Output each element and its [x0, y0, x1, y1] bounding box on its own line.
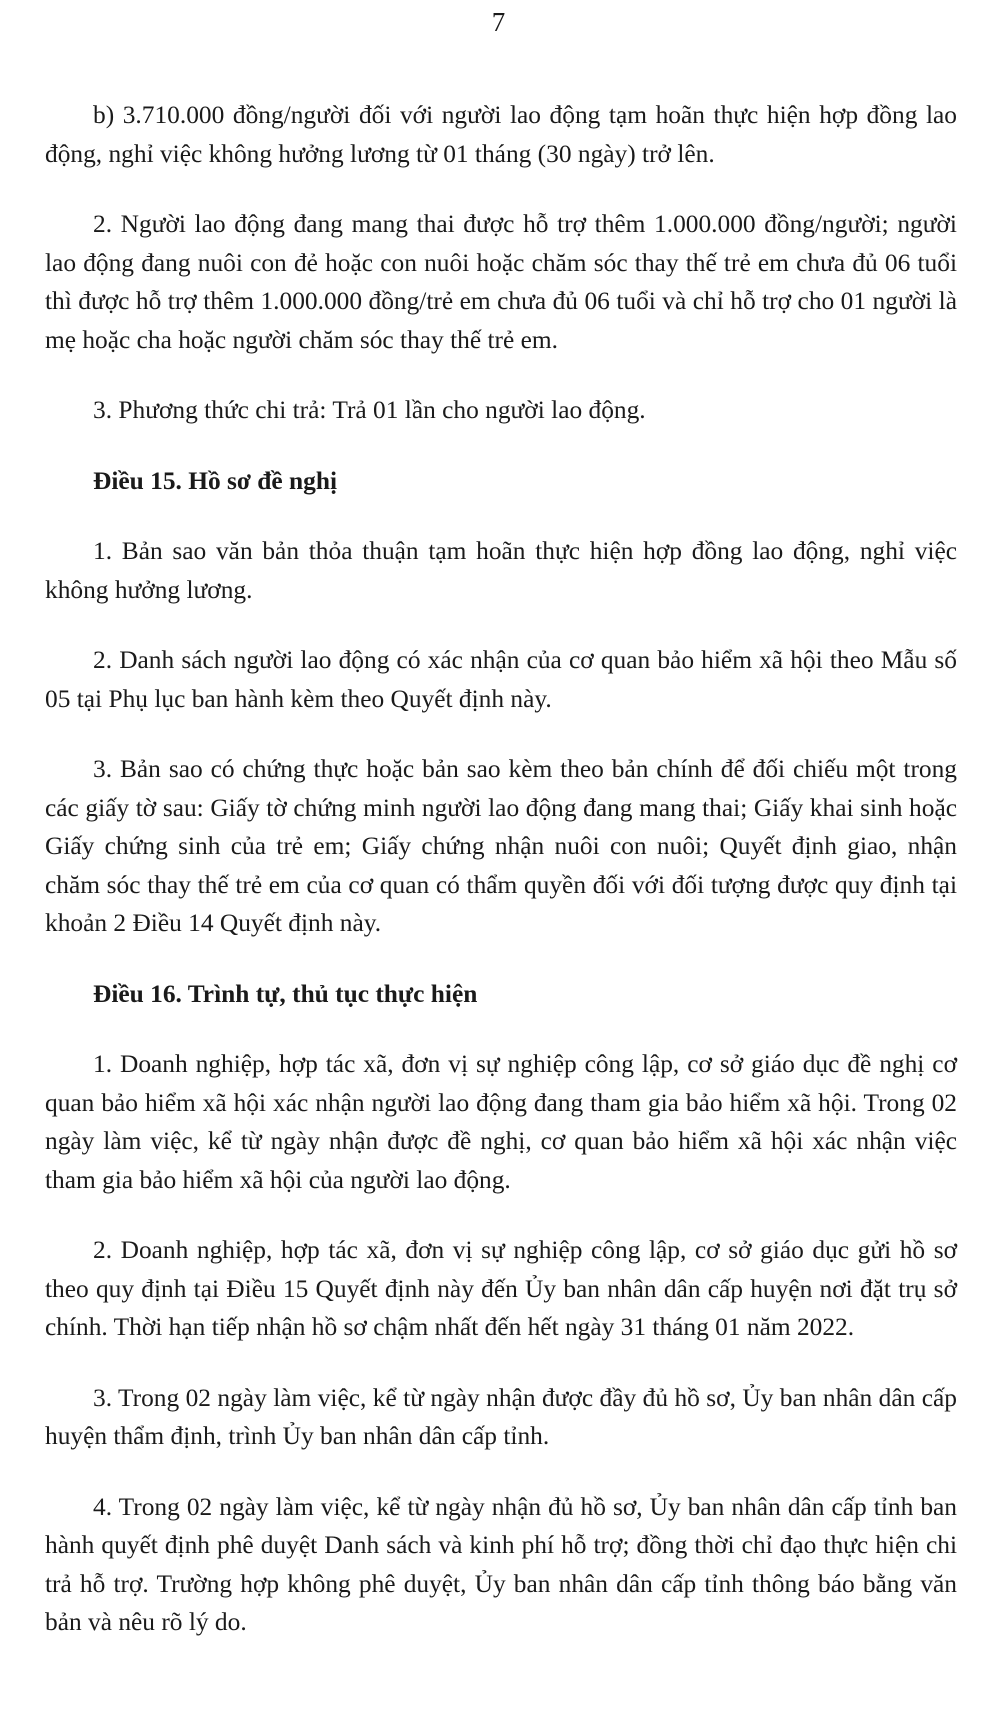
paragraph-14-3: 3. Phương thức chi trả: Trả 01 lần cho người lao động.: [93, 396, 646, 424]
paragraph-15-1: 1. Bản sao văn bản thỏa thuận tạm hoãn thực hiện hợp đồng lao động, nghỉ việc không hưởng lương.: [45, 537, 957, 604]
heading-article-15: Điều 15. Hồ sơ đề nghị: [93, 466, 338, 495]
paragraph-16-3: 3. Trong 02 ngày làm việc, kể từ ngày nhận được đầy đủ hồ sơ, Ủy ban nhân dân cấp huyện thẩm định, trình Ủy ban nhân dân cấp tỉnh.: [45, 1383, 957, 1450]
page-number: 7: [491, 7, 506, 37]
paragraph-15-3: 3. Bản sao có chứng thực hoặc bản sao kèm theo bản chính để đối chiếu một trong các giấy tờ sau: Giấy tờ chứng minh người lao động đang mang thai; Giấy khai sinh hoặc Giấy chứng sinh của trẻ em; Giấy chứng nhận nuôi con nuôi; Quyết định giao, nhận chăm sóc thay thế trẻ em của cơ quan có thẩm quyền đối với đối tượng được quy định tại khoản 2 Điều 14 Quyết định này.: [45, 755, 957, 937]
paragraph-16-1: 1. Doanh nghiệp, hợp tác xã, đơn vị sự nghiệp công lập, cơ sở giáo dục đề nghị cơ quan bảo hiểm xã hội xác nhận người lao động đang tham gia bảo hiểm xã hội. Trong 02 ngày làm việc, kể từ ngày nhận được đề nghị, cơ quan bảo hiểm xã hội xác nhận việc tham gia bảo hiểm xã hội của người lao động.: [45, 1050, 957, 1194]
paragraph-14-2: 2. Người lao động đang mang thai được hỗ trợ thêm 1.000.000 đồng/người; người lao động đang nuôi con đẻ hoặc con nuôi hoặc chăm sóc thay thế trẻ em chưa đủ 06 tuổi thì được hỗ trợ thêm 1.000.000 đồng/trẻ em chưa đủ 06 tuổi và chỉ hỗ trợ cho 01 người là mẹ hoặc cha hoặc người chăm sóc thay thế trẻ em.: [45, 210, 957, 354]
paragraph-16-2: 2. Doanh nghiệp, hợp tác xã, đơn vị sự nghiệp công lập, cơ sở giáo dục gửi hồ sơ theo quy định tại Điều 15 Quyết định này đến Ủy ban nhân dân cấp huyện nơi đặt trụ sở chính. Thời hạn tiếp nhận hồ sơ chậm nhất đến hết ngày 31 tháng 01 năm 2022.: [45, 1236, 957, 1341]
paragraph-14-1b: b) 3.710.000 đồng/người đối với người lao động tạm hoãn thực hiện hợp đồng lao động, nghỉ việc không hưởng lương từ 01 tháng (30 ngày) trở lên.: [45, 101, 957, 168]
paragraph-15-2: 2. Danh sách người lao động có xác nhận của cơ quan bảo hiểm xã hội theo Mẫu số 05 tại Phụ lục ban hành kèm theo Quyết định này.: [45, 646, 957, 713]
heading-article-16: Điều 16. Trình tự, thủ tục thực hiện: [93, 979, 478, 1008]
paragraph-16-4: 4. Trong 02 ngày làm việc, kể từ ngày nhận đủ hồ sơ, Ủy ban nhân dân cấp tỉnh ban hành quyết định phê duyệt Danh sách và kinh phí hỗ trợ; đồng thời chỉ đạo thực hiện chi trả hỗ trợ. Trường hợp không phê duyệt, Ủy ban nhân dân cấp tỉnh thông báo bằng văn bản và nêu rõ lý do.: [45, 1492, 957, 1636]
